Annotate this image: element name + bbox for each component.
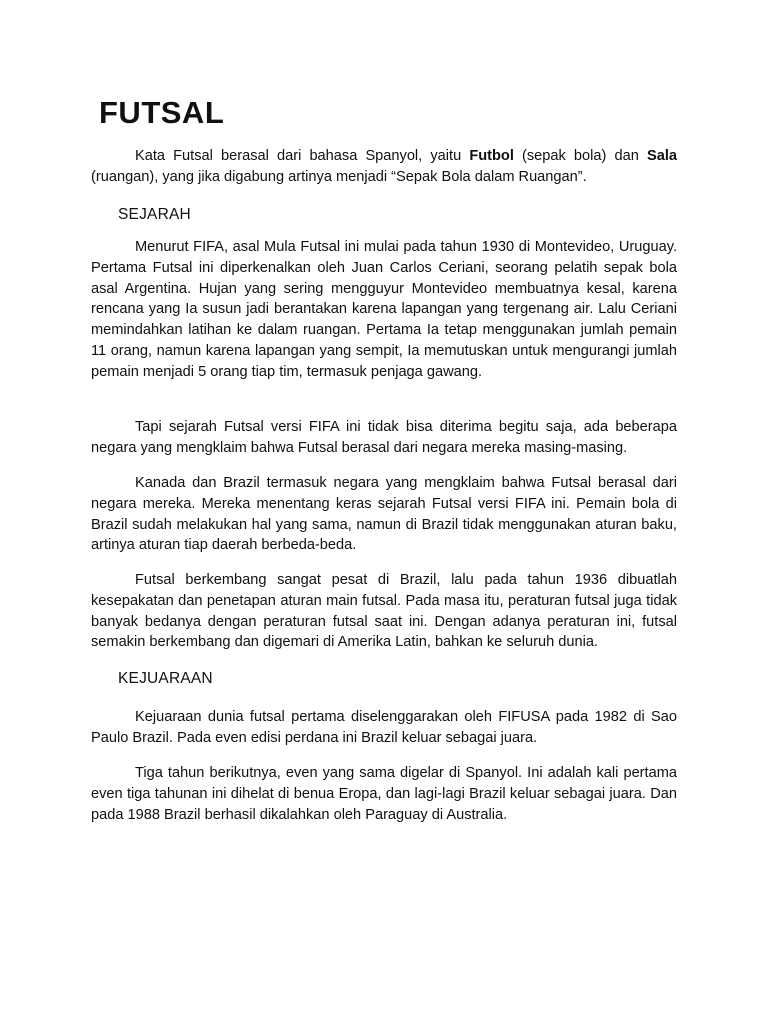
section-heading-kejuaraan: KEJUARAAN <box>118 670 213 687</box>
sejarah-paragraph-1: Menurut FIFA, asal Mula Futsal ini mulai pada tahun 1930 di Montevideo, Uruguay. Pertama Futsal ini diperkenalkan oleh Juan Carlos Ceriani, seorang pelatih sepak bola asal Argentina. Hujan yang sering mengguyur Montevideo membuatnya kesal, karena rencana yang Ia susun jadi berantakan karena lapangan yang tergenang air. Lalu Ceriani memindahkan latihan ke dalam ruangan. Pertama Ia tetap menggunakan jumlah pemain 11 orang, namun karena lapangan yang sempit, Ia memutuskan untuk mengurangi jumlah pemain menjadi 5 orang tiap tim, termasuk penjaga gawang. <box>91 239 677 380</box>
intro-text-2: (sepak bola) dan <box>513 148 647 164</box>
sejarah-paragraph-3: Kanada dan Brazil termasuk negara yang mengklaim bahwa Futsal berasal dari negara mereka. Mereka menentang keras sejarah Futsal versi FIFA ini. Pemain bola di Brazil sudah melakukan hal yang sama, namun di Brazil tidak menggunakan aturan baku, artinya aturan tiap daerah berbeda-beda. <box>91 475 677 554</box>
intro-bold-futbol: Futbol <box>469 148 514 164</box>
kejuaraan-paragraph-1: Kejuaraan dunia futsal pertama diselenggarakan oleh FIFUSA pada 1982 di Sao Paulo Brazil. Pada even edisi perdana ini Brazil keluar sebagai juara. <box>91 709 677 746</box>
intro-bold-sala: Sala <box>646 148 678 164</box>
sejarah-paragraph-4: Futsal berkembang sangat pesat di Brazil, lalu pada tahun 1936 dibuatlah kesepakatan dan penetapan aturan main futsal. Pada masa itu, peraturan futsal juga tidak banyak bedanya dengan peraturan futsal saat ini. Dengan adanya peraturan ini, futsal semakin berkembang dan digemari di Amerika Latin, bahkan ke seluruh dunia. <box>91 572 677 651</box>
document-title: FUTSAL <box>99 95 225 130</box>
intro-text-1: Kata Futsal berasal dari bahasa Spanyol, yaitu <box>135 148 470 164</box>
kejuaraan-paragraph-2: Tiga tahun berikutnya, even yang sama digelar di Spanyol. Ini adalah kali pertama even tiga tahunan ini dihelat di benua Eropa, dan lagi-lagi Brazil keluar sebagai juara. Dan pada 1988 Brazil berhasil dikalahkan oleh Paraguay di Australia. <box>91 765 677 823</box>
intro-paragraph <box>91 146 677 188</box>
section-heading-sejarah: SEJARAH <box>118 206 191 223</box>
intro-text-3: (ruangan), yang jika digabung artinya menjadi “Sepak Bola dalam Ruangan”. <box>91 168 587 185</box>
sejarah-paragraph-2: Tapi sejarah Futsal versi FIFA ini tidak bisa diterima begitu saja, ada beberapa negara yang mengklaim bahwa Futsal berasal dari negara mereka masing-masing. <box>91 419 677 456</box>
